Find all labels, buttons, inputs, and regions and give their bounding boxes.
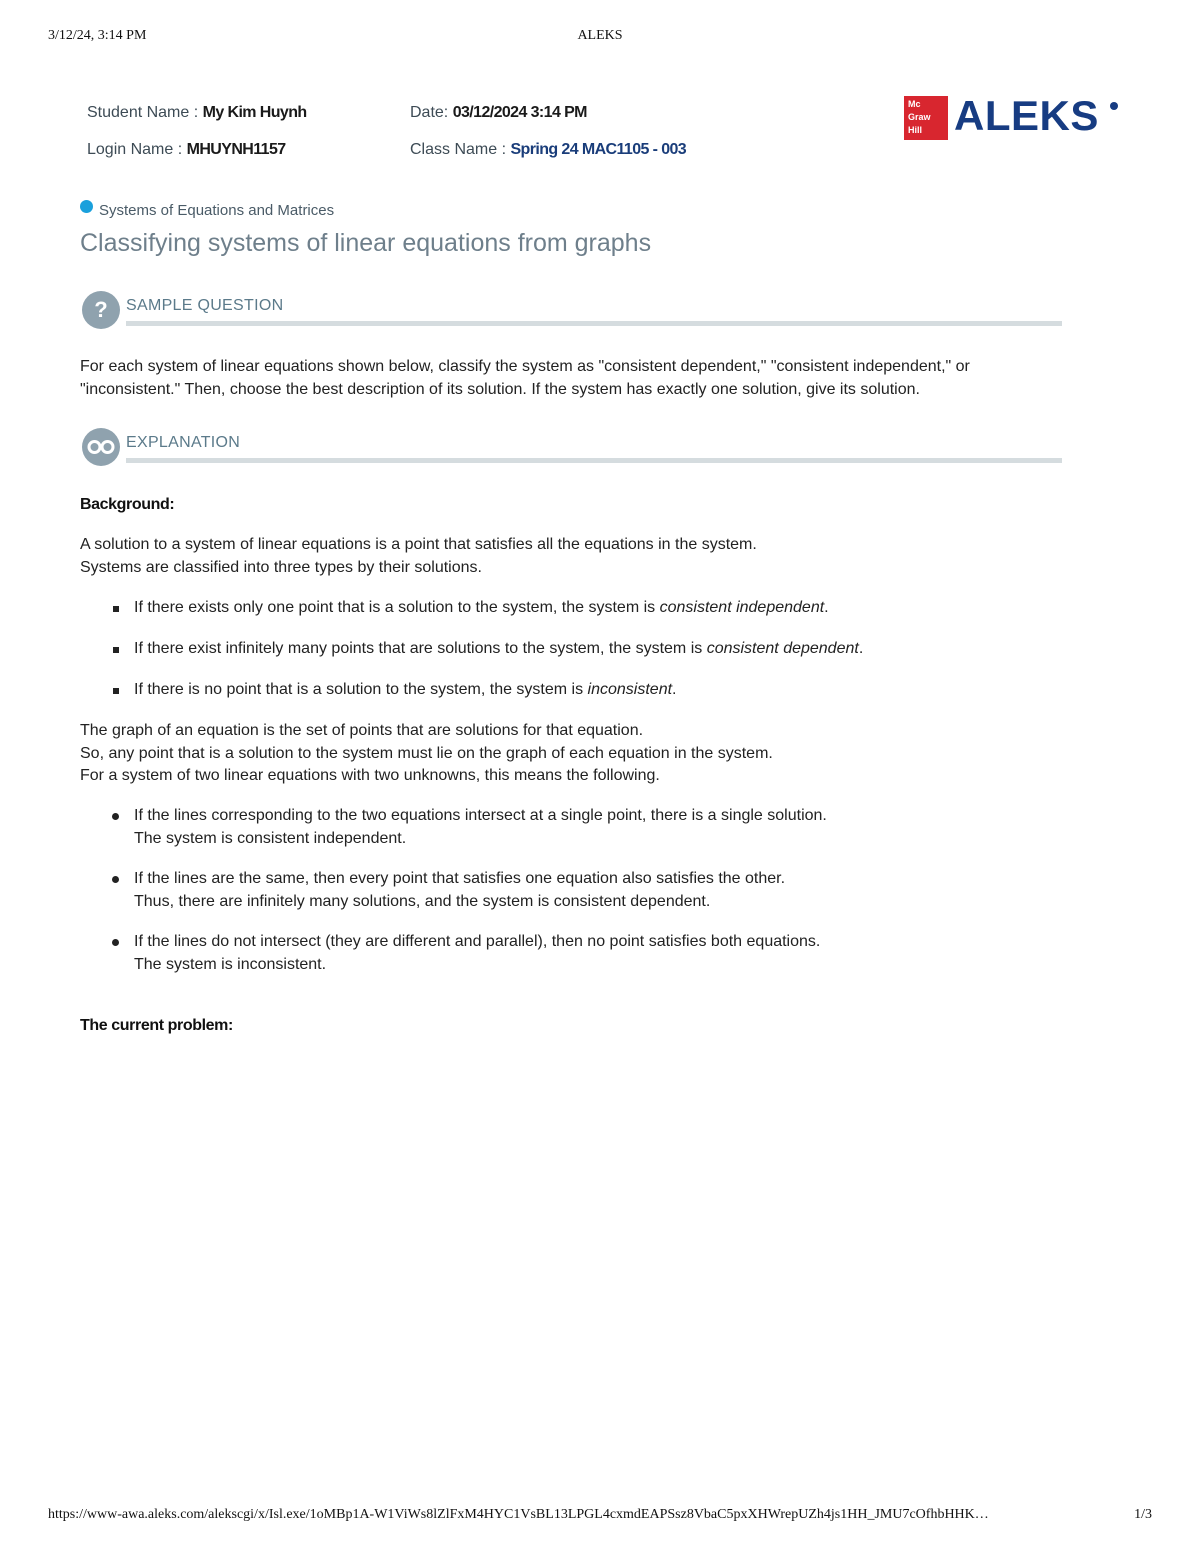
page-url[interactable]: https://www-awa.aleks.com/alekscgi/x/Isl.exe/1oMBp1A-W1ViWs8lZlFxM4HYC1VsBL13LPGL4cxmdEAPSsz8VbaC5pxXHWrepUZh4js1HH_JMU7cOfhbHHK… [48, 1507, 989, 1522]
sample-question-text: For each system of linear equations shown below, classify the system as "consistent dependent," "consistent independent," or "inconsistent." Then, choose the best description of its solution. If the system has exactly one solution, give its solution. [80, 358, 970, 398]
section-divider [126, 458, 1062, 463]
explanation-heading: EXPLANATION [126, 434, 241, 451]
glasses-icon [82, 428, 120, 466]
background-heading: Background: [80, 496, 175, 513]
sample-question-heading: SAMPLE QUESTION [126, 297, 284, 314]
student-name-row [87, 104, 307, 122]
login-name-value: MHUYNH1157 [186, 141, 286, 158]
date-value: 03/12/2024 3:14 PM [452, 104, 587, 121]
list-item: If the lines are the same, then every point that satisfies one equation also satisfies the other. Thus, there are infinitely many solutions, and the system is consistent dependent. [80, 868, 827, 913]
topic-breadcrumb [80, 200, 334, 219]
list-item: If the lines corresponding to the two equations intersect at a single point, there is a single solution. The system is consistent independent. [80, 805, 827, 850]
list-item: If the lines do not intersect (they are different and parallel), then no point satisfies both equations. The system is inconsistent. [80, 931, 827, 976]
sample-question-header [82, 291, 1062, 331]
class-name-value: Spring 24 MAC1105 - 003 [510, 141, 687, 158]
system-type-list [80, 597, 863, 702]
section-divider [126, 321, 1062, 326]
class-name-label: Class Name : [410, 141, 507, 158]
login-name-row [87, 141, 286, 159]
date-row [410, 104, 587, 122]
login-name-label: Login Name : [87, 141, 183, 158]
aleks-logo [904, 92, 1124, 140]
print-datetime: 3/12/24, 3:14 PM [48, 28, 147, 43]
registered-mark-icon [1110, 102, 1118, 110]
list-item: If there is no point that is a solution to the system, the system is inconsistent. [80, 679, 863, 702]
student-name-value: My Kim Huynh [202, 104, 307, 121]
topic-label: Systems of Equations and Matrices [99, 202, 335, 219]
explanation-header [82, 428, 1062, 468]
print-header [48, 28, 1152, 48]
list-item: If there exist infinitely many points that are solutions to the system, the system is consistent dependent. [80, 638, 863, 661]
date-label: Date: [410, 104, 449, 121]
current-problem-heading: The current problem: [80, 1017, 233, 1034]
aleks-wordmark: ALEKS [954, 92, 1099, 139]
print-title: ALEKS [577, 28, 623, 43]
student-name-label: Student Name : [87, 104, 199, 121]
list-item: If there exists only one point that is a solution to the system, the system is consistent independent. [80, 597, 863, 620]
lesson-title: Classifying systems of linear equations from graphs [80, 229, 652, 257]
page-number: 1/3 [1134, 1507, 1152, 1522]
topic-dot-icon [80, 200, 93, 213]
line-case-list [80, 805, 827, 976]
mcgraw-hill-logo: Mc Graw Hill [904, 96, 948, 140]
class-name-row [410, 141, 686, 159]
graph-explanation: The graph of an equation is the set of points that are solutions for that equation. So, any point that is a solution to the system must lie on the graph of each equation in the system. For a system of two linear equations with two unknowns, this means the following. [80, 722, 773, 784]
solution-intro: A solution to a system of linear equations is a point that satisfies all the equations in the system. Systems are classified into three types by their solutions. [80, 536, 757, 576]
question-mark-icon: ? [82, 291, 120, 329]
